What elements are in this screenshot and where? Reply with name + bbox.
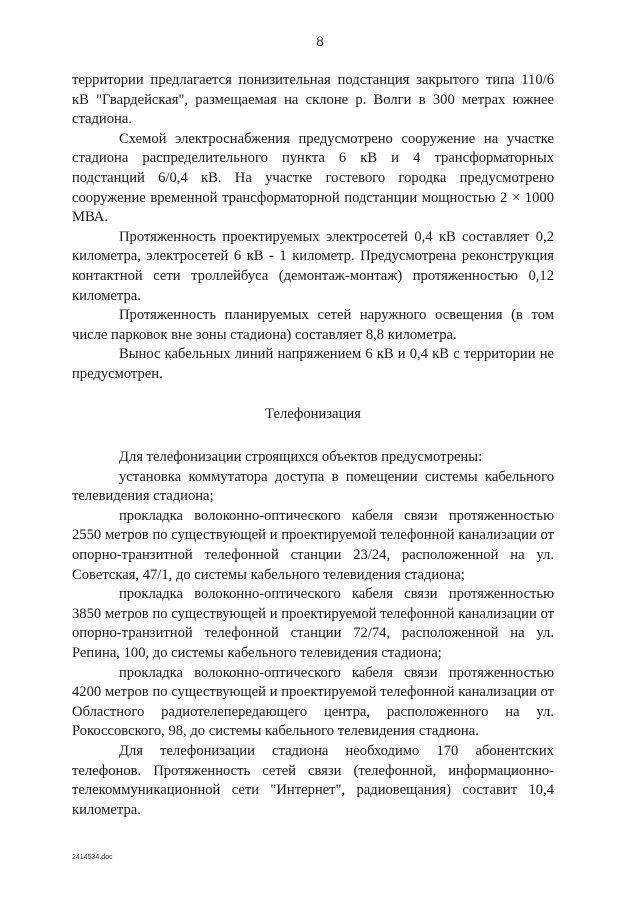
paragraph: прокладка волоконно-оптического кабеля связи протяженностью 2550 метров по существующей и проектируемой телефонной канализации от опорно-транзитной телефонной станции 23/24, расположенной на ул. Советская, 47/1, до системы кабельного телевидения стадиона; [72, 507, 554, 583]
paragraph: прокладка волоконно-оптического кабеля связи протяженностью 4200 метров по существующей и проектируемой телефонной канализации от Областного радиотелепередающего центра, расположенного на ул. Рокоссовского, 98, до системы кабельного телевидения стадиона. [72, 664, 554, 740]
page-number: 8 [316, 34, 324, 50]
paragraph: Вынос кабельных линий напряжением 6 кВ и 0,4 кВ с территории не предусмотрен. [72, 346, 554, 382]
paragraph: Схемой электроснабжения предусмотрено сооружение на участке стадиона распределительного пункта 6 кВ и 4 трансформаторных подстанций 6/0,4 кВ. На участке гостевого городка предусмотрено сооружение временной трансформаторной подстанции мощностью 2 × 1000 МВА. [72, 130, 554, 226]
footer-file-code: 2414534.doc [72, 854, 113, 861]
paragraph: прокладка волоконно-оптического кабеля связи протяженностью 3850 метров по существующей и проектируемой телефонной канализации от опорно-транзитной телефонной станции 72/74, расположенной на ул. Репина, 100, до системы кабельного телевидения стадиона; [72, 586, 554, 662]
paragraph: установка коммутатора доступа в помещении системы кабельного телевидения стадиона; [72, 468, 554, 505]
paragraph: территории предлагается понизительная подстанция закрытого типа 110/6 кВ "Гвардейская", размещаемая на склоне р. Волги в 300 метрах южнее стадиона. [72, 72, 554, 128]
paragraph: Для телефонизации строящихся объектов предусмотрены: [119, 449, 483, 466]
paragraph: Протяженность проектируемых электросетей 0,4 кВ составляет 0,2 километра, электросетей 6 кВ - 1 километр. Предусмотрена реконструкция контактной сети троллейбуса (демонтаж-монтаж) протяженностью 0,12 километра. [72, 228, 554, 304]
section-title: Телефонизация [265, 405, 361, 422]
document-body [72, 71, 554, 820]
paragraph: Для телефонизации стадиона необходимо 170 абонентских телефонов. Протяженность сетей связи (телефонной, информационно-телекоммуникационной сети "Интернет", радиовещания) составит 10,4 километра. [72, 743, 554, 818]
paragraph: Протяженность планируемых сетей наружного освещения (в том числе парковок вне зоны стадиона) составляет 8,8 километра. [72, 307, 554, 343]
